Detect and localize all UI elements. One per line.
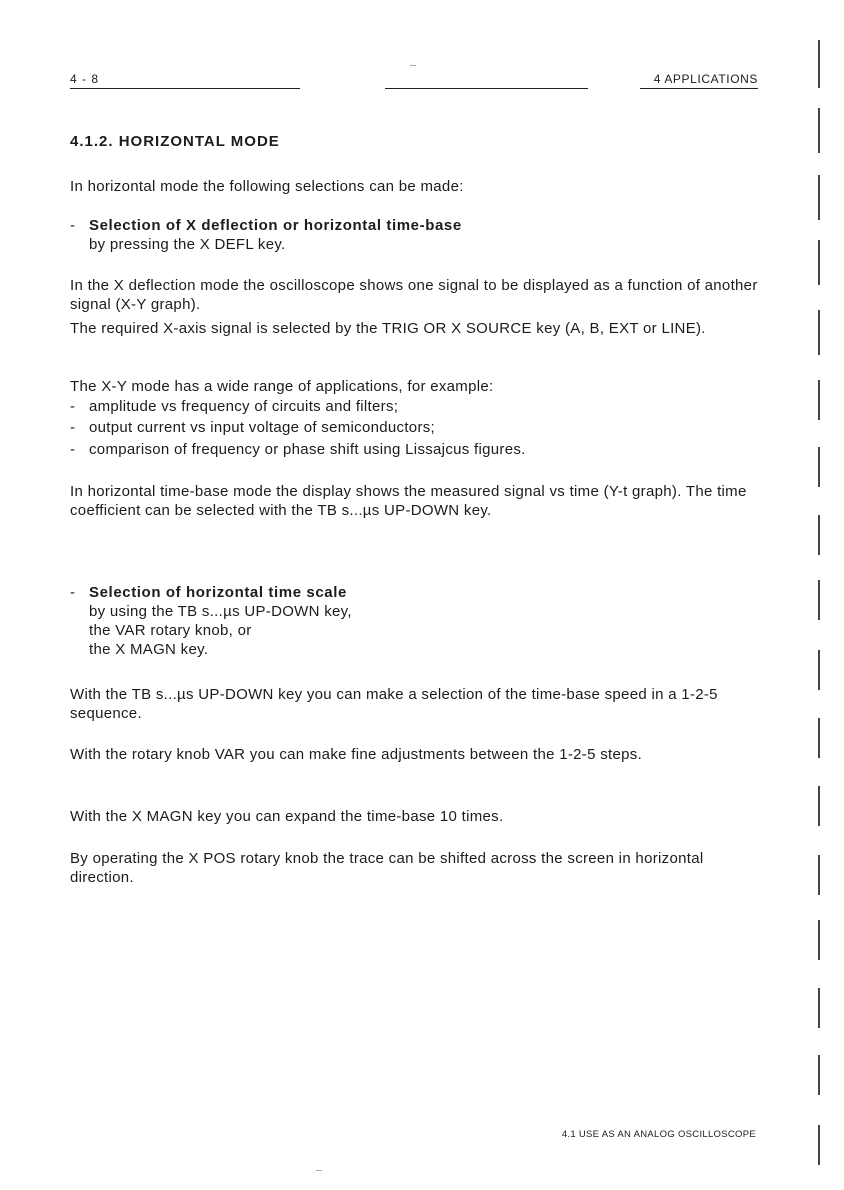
x-pos-paragraph: By operating the X POS rotary knob the trace can be shifted across the screen in horizontal direction.	[70, 850, 704, 886]
scan-edge-mark	[818, 240, 820, 285]
scan-edge-mark	[818, 108, 820, 153]
list-marker: -	[70, 398, 76, 415]
scan-edge-mark	[818, 786, 820, 826]
item-text: by using the TB s...µs UP-DOWN key,	[89, 603, 352, 620]
scan-edge-mark	[818, 1125, 820, 1165]
scan-edge-mark	[818, 920, 820, 960]
page-footer: 4.1 USE AS AN ANALOG OSCILLOSCOPE	[561, 1129, 756, 1140]
scan-edge-mark	[818, 380, 820, 420]
header-rule-left	[70, 88, 300, 89]
scan-edge-mark	[818, 1055, 820, 1095]
item-text: by pressing the X DEFL key.	[89, 236, 286, 253]
page-number: 4 - 8	[70, 72, 100, 86]
scan-edge-mark	[818, 580, 820, 620]
scan-edge-mark	[818, 515, 820, 555]
var-knob-paragraph: With the rotary knob VAR you can make fine adjustments between the 1-2-5 steps.	[70, 746, 643, 763]
list-item	[70, 216, 770, 254]
item-text: the X MAGN key.	[89, 641, 209, 658]
list-item	[70, 583, 770, 659]
item-title: Selection of horizontal time scale	[89, 584, 347, 601]
section-title: 4.1.2. HORIZONTAL MODE	[70, 133, 280, 150]
scan-edge-mark	[818, 40, 820, 88]
timebase-paragraph: In horizontal time-base mode the display shows the measured signal vs time (Y-t graph). The time coefficient can be selected with the TB s...µs UP-DOWN key.	[70, 483, 747, 519]
item-text: comparison of frequency or phase shift using Lissajcus figures.	[89, 441, 526, 458]
scan-edge-mark	[818, 447, 820, 487]
intro-paragraph: In horizontal mode the following selections can be made:	[70, 178, 464, 195]
chapter-title: 4 APPLICATIONS	[653, 72, 758, 86]
scan-edge-mark	[818, 650, 820, 690]
item-title: Selection of X deflection or horizontal time-base	[89, 217, 462, 234]
x-magn-paragraph: With the X MAGN key you can expand the time-base 10 times.	[70, 808, 504, 825]
tb-updown-paragraph: With the TB s...µs UP-DOWN key you can make a selection of the time-base speed in a 1-2-5 sequence.	[70, 686, 718, 722]
scan-speck	[410, 65, 416, 66]
header-rule-middle	[385, 88, 588, 89]
list-marker: -	[70, 217, 76, 234]
scan-edge-mark	[818, 988, 820, 1028]
scan-edge-mark	[818, 310, 820, 355]
item-text: output current vs input voltage of semiconductors;	[89, 419, 436, 436]
scan-edge-mark	[818, 175, 820, 220]
header-rule-right	[640, 88, 758, 89]
list-item	[70, 418, 770, 437]
list-item	[70, 397, 770, 416]
list-marker: -	[70, 419, 76, 436]
xy-mode-intro: The X-Y mode has a wide range of applications, for example:	[70, 378, 494, 395]
scan-edge-mark	[818, 855, 820, 895]
item-text: the VAR rotary knob, or	[89, 622, 252, 639]
list-marker: -	[70, 584, 76, 601]
scan-speck	[316, 1170, 322, 1171]
x-source-paragraph: The required X-axis signal is selected by the TRIG OR X SOURCE key (A, B, EXT or LINE).	[70, 320, 706, 337]
scan-edge-mark	[818, 718, 820, 758]
item-text: amplitude vs frequency of circuits and filters;	[89, 398, 399, 415]
list-item	[70, 440, 770, 459]
list-marker: -	[70, 441, 76, 458]
x-deflection-paragraph: In the X deflection mode the oscilloscope shows one signal to be displayed as a function of another signal (X-Y graph).	[70, 277, 758, 313]
